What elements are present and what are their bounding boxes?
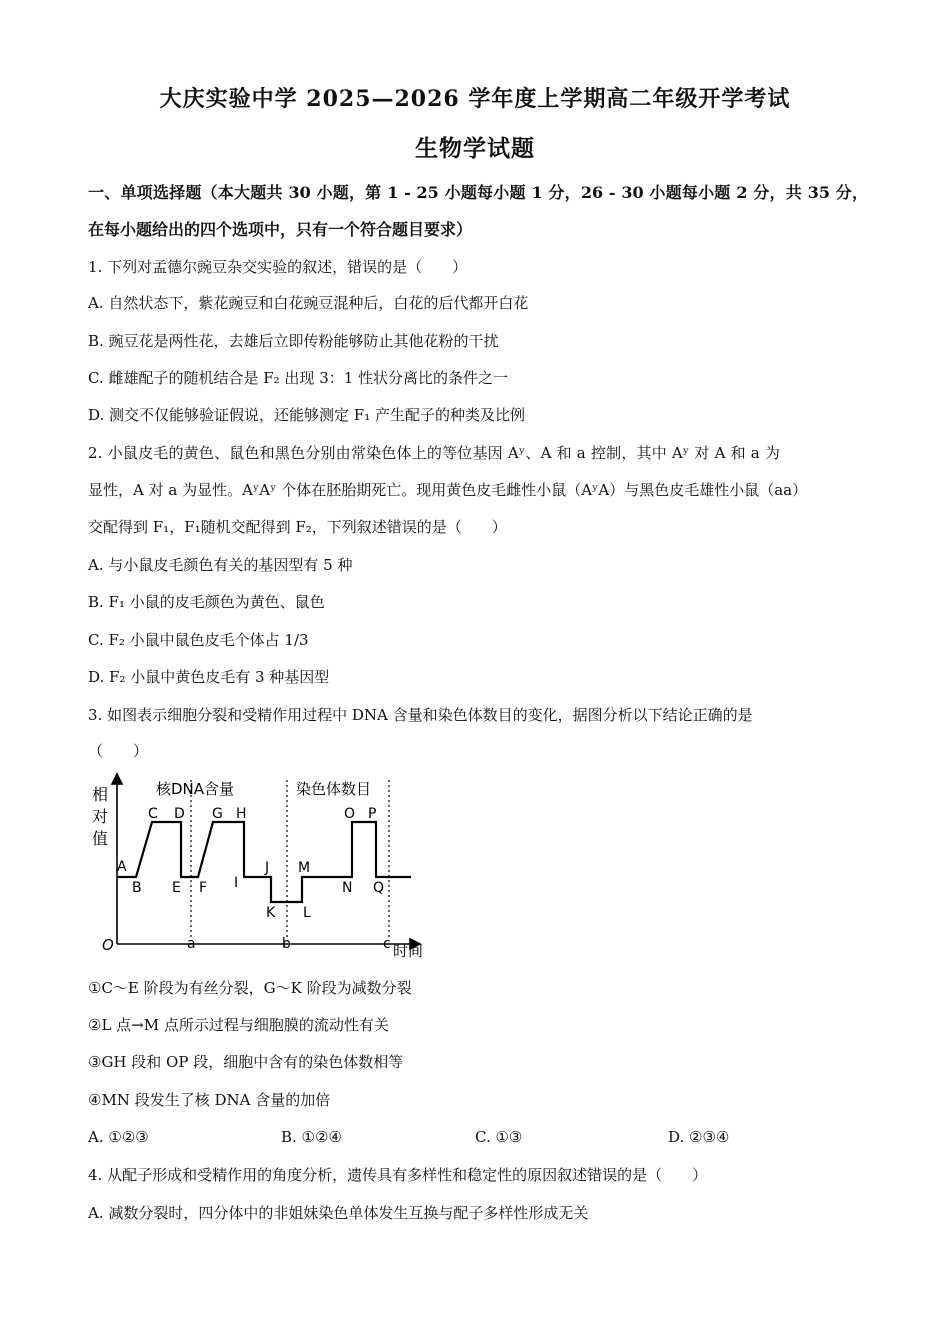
origin-label: O [102,936,114,954]
xlabel: 时间 [393,942,424,960]
q3-statement-2: ②L 点→M 点所示过程与细胞膜的流动性有关 [88,1016,389,1034]
point-d: D [174,806,185,822]
point-k: K [266,905,276,921]
q3-statement-3: ③GH 段和 OP 段，细胞中含有的染色体数相等 [88,1053,404,1071]
point-n: N [342,880,353,896]
point-p: P [368,806,377,822]
q2-stem-line1: 2. 小鼠皮毛的黄色、鼠色和黑色分别由常染色体上的等位基因 Aʸ、A 和 a 控制，其中 Aʸ 对 A 和 a 为 [88,444,781,462]
point-m: M [298,860,311,876]
point-j: J [265,860,270,876]
q2-option-a: A. 与小鼠皮毛颜色有关的基因型有 5 种 [88,556,353,574]
ylabel-2: 对 [92,807,109,826]
q2-option-d: D. F₂ 小鼠中黄色皮毛有 3 种基因型 [88,668,330,686]
point-q: Q [373,880,385,896]
q3-stem-paren: （ ） [88,742,149,760]
section-dna: 核DNA含量 [156,780,235,798]
q1-option-c: C. 雌雄配子的随机结合是 F₂ 出现 3：1 性状分离比的条件之一 [88,369,509,387]
point-c: C [148,806,158,822]
point-b: B [132,880,142,896]
point-e: E [172,880,181,896]
q3-statement-4: ④MN 段发生了核 DNA 含量的加倍 [88,1091,331,1109]
q1-stem: 1. 下列对孟德尔豌豆杂交实验的叙述，错误的是（ ） [88,258,468,276]
point-o: O [344,806,356,822]
ylabel-3: 值 [92,829,109,848]
point-i: I [234,875,239,891]
y-axis-arrow [112,774,122,784]
q3-stem: 3. 如图表示细胞分裂和受精作用过程中 DNA 含量和染色体数目的变化，据图分析以下结论正确的是 [88,706,753,724]
point-a: A [117,859,127,875]
exam-subtitle: 生物学试题 [415,135,535,162]
exam-title: 大庆实验中学 2025—2026 学年度上学期高二年级开学考试 [159,86,791,112]
q1-option-d: D. 测交不仅能够验证假说，还能够测定 F₁ 产生配子的种类及比例 [88,406,525,424]
q3-statement-1: ①C～E 阶段为有丝分裂，G～K 阶段为减数分裂 [88,979,412,997]
q1-option-a: A. 自然状态下，紫花豌豆和白花豌豆混种后，白花的后代都开白花 [88,294,529,312]
q4-option-a: A. 减数分裂时，四分体中的非姐妹染色单体发生互换与配子多样性形成无关 [88,1204,589,1222]
tick-a: a [187,936,196,952]
q2-option-c: C. F₂ 小鼠中鼠色皮毛个体占 1/3 [88,631,309,649]
q2-option-b: B. F₁ 小鼠的皮毛颜色为黄色、鼠色 [88,593,325,611]
dna-chromosome-chart [84,772,434,962]
q3-option-a: A. ①②③ [88,1128,149,1146]
point-l: L [303,905,311,921]
q2-stem-line3: 交配得到 F₁，F₁随机交配得到 F₂，下列叙述错误的是（ ） [88,518,507,536]
section-heading: 一、单项选择题（本大题共 30 小题，第 1 - 25 小题每小题 1 分，26 - 30 小题每小题 2 分，共 35 分，在每小题给出的四个选项中，只有一个符合题目要求） [88,183,868,239]
section-chromosome: 染色体数目 [296,780,372,798]
ylabel-1: 相 [92,785,109,804]
q2-stem-line2: 显性，A 对 a 为显性。AʸAʸ 个体在胚胎期死亡。现用黄色皮毛雌性小鼠（AʸA）与黑色皮毛雄性小鼠（aa） [88,481,808,499]
point-g: G [212,806,223,822]
q3-option-c: C. ①③ [475,1128,523,1146]
q4-stem: 4. 从配子形成和受精作用的角度分析，遗传具有多样性和稳定性的原因叙述错误的是（ ） [88,1166,708,1184]
q1-option-b: B. 豌豆花是两性花，去雄后立即传粉能够防止其他花粉的干扰 [88,332,499,350]
tick-c: c [383,936,391,952]
point-h: H [236,806,247,822]
point-f: F [199,880,208,896]
q3-option-b: B. ①②④ [281,1128,342,1146]
q3-option-d: D. ②③④ [668,1128,730,1146]
tick-b: b [282,936,291,952]
chart-curve [117,822,411,902]
